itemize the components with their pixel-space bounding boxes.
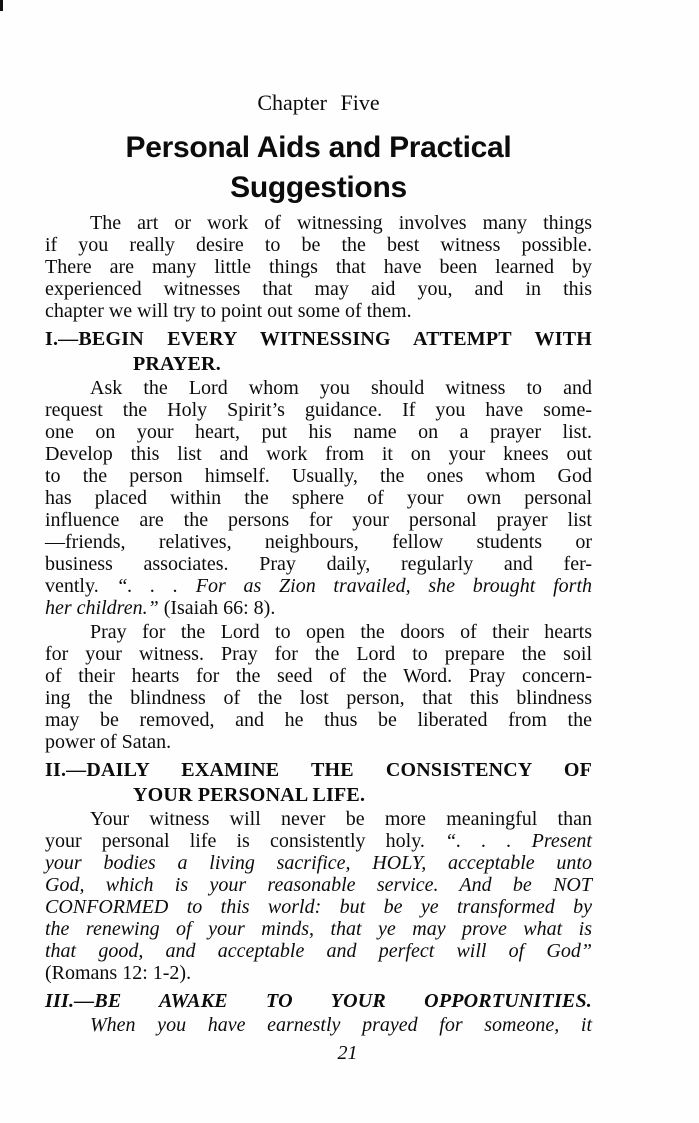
text-segment: vently. xyxy=(45,575,117,597)
text-segment: When you have earnestly prayed for someone, it xyxy=(90,1014,592,1036)
text-segment: I.—BEGIN EVERY WITNESSING ATTEMPT WITH xyxy=(45,328,592,350)
text-line xyxy=(45,852,592,874)
text-segment: your personal life is consistently holy. xyxy=(45,830,446,852)
text-segment: experienced witnesses that may aid you, and in this xyxy=(45,278,592,300)
text-line xyxy=(45,687,592,709)
text-segment: Your witness will never be more meaningful than xyxy=(90,808,592,830)
text-line xyxy=(45,940,592,962)
page-text-block xyxy=(45,90,592,1065)
text-line xyxy=(45,643,592,665)
chapter-title-line-1: Personal Aids and Practical xyxy=(125,131,512,164)
text-segment: Ask the Lord whom you should witness to and xyxy=(90,377,592,399)
text-segment: may be removed, and he thus be liberated from the xyxy=(45,709,592,731)
text-segment: PRAYER. xyxy=(133,353,221,375)
text-line xyxy=(45,783,592,808)
text-line xyxy=(45,509,592,531)
paragraph xyxy=(45,621,592,753)
text-segment: for your witness. Pray for the Lord to prepare the soil xyxy=(45,643,592,665)
text-segment: ing the blindness of the lost person, that this blindness xyxy=(45,687,592,709)
text-line xyxy=(45,962,592,984)
chapter-title xyxy=(45,128,592,208)
section-heading xyxy=(45,327,592,377)
text-line xyxy=(45,989,592,1014)
text-line xyxy=(45,487,592,509)
text-segment: request the Holy Spirit’s guidance. If you have some- xyxy=(45,399,592,421)
text-segment: if you really desire to be the best witness possible. xyxy=(45,234,592,256)
text-segment: chapter we will try to point out some of them. xyxy=(45,300,412,322)
text-line xyxy=(45,896,592,918)
text-segment: to the person himself. Usually, the ones whom God xyxy=(45,465,592,487)
text-line xyxy=(45,709,592,731)
body-content xyxy=(45,212,592,1036)
text-segment: II.—DAILY EXAMINE THE CONSISTENCY OF xyxy=(45,759,592,781)
text-segment: Pray for the Lord to open the doors of their hearts xyxy=(90,621,592,643)
text-segment: (Romans 12: 1-2). xyxy=(45,962,192,984)
text-line xyxy=(45,234,592,256)
paragraph xyxy=(45,212,592,322)
text-segment: “. . . For as Zion travailed, she brought forth xyxy=(116,575,592,597)
text-line xyxy=(45,352,592,377)
text-line xyxy=(45,918,592,940)
section-heading xyxy=(45,989,592,1014)
text-line xyxy=(45,465,592,487)
paragraph xyxy=(45,377,592,619)
text-segment: CONFORMED to this world: but be ye transformed by xyxy=(45,896,592,918)
text-line xyxy=(45,575,592,597)
text-line xyxy=(45,377,592,399)
paragraph xyxy=(45,1014,592,1036)
text-segment: There are many little things that have been learned by xyxy=(45,256,592,278)
text-segment: —friends, relatives, neighbours, fellow students or xyxy=(45,531,592,553)
text-line xyxy=(45,327,592,352)
text-segment: III.—BE AWAKE TO YOUR OPPORTUNITIES. xyxy=(45,990,592,1012)
text-line xyxy=(45,808,592,830)
text-segment: power of Satan. xyxy=(45,731,172,753)
text-segment: Develop this list and work from it on your knees out xyxy=(45,443,592,465)
page-number: 21 xyxy=(337,1042,358,1064)
scan-artifact-mark xyxy=(0,0,3,11)
text-line xyxy=(45,874,592,896)
text-line xyxy=(45,443,592,465)
text-line xyxy=(45,553,592,575)
text-segment: her children.” xyxy=(45,597,159,619)
text-line xyxy=(45,758,592,783)
text-segment: the renewing of your minds, that ye may prove what is xyxy=(45,918,592,940)
text-line xyxy=(45,1014,592,1036)
text-segment: “. . . Present xyxy=(445,830,592,852)
chapter-label: Chapter Five xyxy=(257,90,380,115)
text-segment: influence are the persons for your personal prayer list xyxy=(45,509,592,531)
text-segment: The art or work of witnessing involves many things xyxy=(90,212,592,234)
text-line xyxy=(45,830,592,852)
paragraph xyxy=(45,808,592,984)
text-line xyxy=(45,278,592,300)
text-segment: that good, and acceptable and perfect will of God” xyxy=(45,940,592,962)
text-line xyxy=(45,731,592,753)
text-line xyxy=(45,399,592,421)
text-line xyxy=(45,212,592,234)
text-segment: one on your heart, put his name on a prayer list. xyxy=(45,421,592,443)
text-segment: (Isaiah 66: 8). xyxy=(158,597,276,619)
text-line xyxy=(45,665,592,687)
text-segment: your bodies a living sacrifice, HOLY, acceptable unto xyxy=(45,852,592,874)
text-segment: YOUR PERSONAL LIFE. xyxy=(133,784,366,806)
chapter-title-line-2: Suggestions xyxy=(230,171,407,204)
text-line xyxy=(45,531,592,553)
text-segment: business associates. Pray daily, regularly and fer- xyxy=(45,553,592,575)
text-segment: God, which is your reasonable service. And be NOT xyxy=(45,874,592,896)
text-line xyxy=(45,256,592,278)
text-line xyxy=(45,421,592,443)
section-heading xyxy=(45,758,592,808)
text-line xyxy=(45,621,592,643)
text-line xyxy=(45,597,592,619)
text-segment: of their hearts for the seed of the Word. Pray concern- xyxy=(45,665,592,687)
text-line xyxy=(45,300,592,322)
text-segment: has placed within the sphere of your own personal xyxy=(45,487,592,509)
